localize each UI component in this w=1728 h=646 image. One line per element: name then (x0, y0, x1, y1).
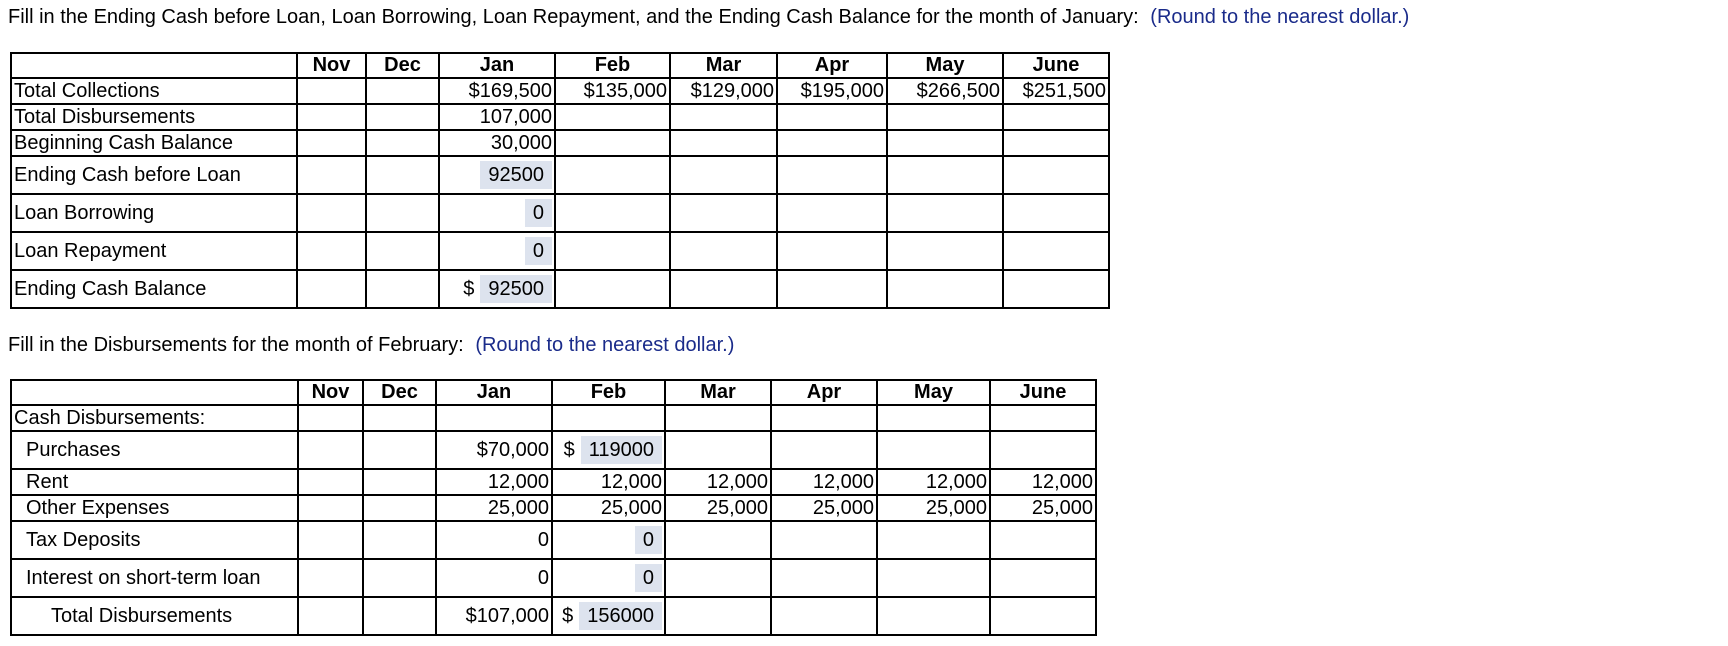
cell-nov (298, 405, 363, 431)
cell-feb (552, 431, 665, 469)
row-label: Purchases (11, 431, 298, 469)
header-june: June (990, 380, 1096, 405)
cell-apr (777, 130, 887, 156)
cell-june (990, 405, 1096, 431)
cell-feb (555, 156, 670, 194)
cell-may (887, 130, 1003, 156)
cell-mar: 25,000 (665, 495, 771, 521)
header-apr: Apr (771, 380, 877, 405)
header-blank (11, 380, 298, 405)
cell-dec (363, 431, 436, 469)
cell-may (887, 156, 1003, 194)
cell-mar: $129,000 (670, 78, 777, 104)
cell-nov (297, 232, 366, 270)
header-may: May (887, 53, 1003, 78)
header-feb: Feb (552, 380, 665, 405)
cell-dec (366, 130, 439, 156)
cell-jan: $169,500 (439, 78, 555, 104)
row-label: Rent (11, 469, 298, 495)
cell-may: 25,000 (877, 495, 990, 521)
cell-jan: 0 (436, 559, 552, 597)
cell-feb (552, 559, 665, 597)
row-total-disbursements (11, 104, 1109, 130)
cell-nov (297, 130, 366, 156)
cell-may (887, 194, 1003, 232)
header-feb: Feb (555, 53, 670, 78)
cell-feb (552, 597, 665, 635)
cell-may (887, 270, 1003, 308)
cell-may (887, 104, 1003, 130)
question-1-prompt (8, 6, 1409, 29)
row-interest (11, 559, 1096, 597)
cell-june: $251,500 (1003, 78, 1109, 104)
row-other-expenses (11, 495, 1096, 521)
cell-mar (670, 104, 777, 130)
ending-before-loan-input[interactable]: 92500 (480, 161, 552, 189)
header-june: June (1003, 53, 1109, 78)
header-row (11, 53, 1109, 78)
cell-jan: 107,000 (439, 104, 555, 130)
cell-apr (771, 597, 877, 635)
cell-jan: $70,000 (436, 431, 552, 469)
cell-apr (777, 270, 887, 308)
cell-nov (297, 104, 366, 130)
cell-mar (670, 156, 777, 194)
disbursements-table (10, 379, 1097, 636)
row-label: Loan Borrowing (11, 194, 297, 232)
cell-nov (298, 469, 363, 495)
cell-dec (366, 104, 439, 130)
cell-may (887, 232, 1003, 270)
cell-june (990, 431, 1096, 469)
cell-dec (363, 405, 436, 431)
row-label: Total Disbursements (11, 104, 297, 130)
cell-may: $266,500 (887, 78, 1003, 104)
row-label: Tax Deposits (11, 521, 298, 559)
cell-may (877, 431, 990, 469)
ending-balance-input[interactable]: 92500 (480, 275, 552, 303)
cell-dec (363, 597, 436, 635)
cell-apr (771, 521, 877, 559)
cell-june (990, 521, 1096, 559)
feb-total-disbursements-input[interactable]: 156000 (579, 602, 662, 630)
cell-feb: 12,000 (552, 469, 665, 495)
cell-nov (298, 559, 363, 597)
row-label: Loan Repayment (11, 232, 297, 270)
row-loan-borrowing (11, 194, 1109, 232)
cell-dec (366, 232, 439, 270)
cell-may: 12,000 (877, 469, 990, 495)
header-mar: Mar (665, 380, 771, 405)
question-1-hint: (Round to the nearest dollar.) (1150, 6, 1410, 28)
row-label: Total Collections (11, 78, 297, 104)
row-tax-deposits (11, 521, 1096, 559)
cell-may (877, 521, 990, 559)
row-ending-before-loan (11, 156, 1109, 194)
cell-mar (670, 194, 777, 232)
cell-apr (771, 405, 877, 431)
cell-dec (366, 270, 439, 308)
cell-jan: 30,000 (439, 130, 555, 156)
row-label: Other Expenses (11, 495, 298, 521)
currency-symbol: $ (562, 605, 574, 627)
cell-dec (363, 521, 436, 559)
header-dec: Dec (363, 380, 436, 405)
cell-dec (363, 469, 436, 495)
header-may: May (877, 380, 990, 405)
cell-nov (298, 597, 363, 635)
row-rent (11, 469, 1096, 495)
cell-dec (363, 559, 436, 597)
cell-apr (777, 194, 887, 232)
feb-interest-input[interactable]: 0 (635, 564, 662, 592)
cell-may (877, 405, 990, 431)
currency-symbol: $ (463, 278, 475, 300)
cell-mar (665, 597, 771, 635)
question-2-prompt (8, 334, 734, 357)
cell-feb: 25,000 (552, 495, 665, 521)
header-jan: Jan (439, 53, 555, 78)
header-blank (11, 53, 297, 78)
cash-budget-table (10, 52, 1110, 309)
row-loan-repayment (11, 232, 1109, 270)
cell-mar (665, 405, 771, 431)
cell-jan: 25,000 (436, 495, 552, 521)
cell-june (1003, 194, 1109, 232)
header-nov: Nov (297, 53, 366, 78)
row-purchases (11, 431, 1096, 469)
cell-june: 12,000 (990, 469, 1096, 495)
cell-jan (439, 194, 555, 232)
cell-mar: 12,000 (665, 469, 771, 495)
row-total-collections (11, 78, 1109, 104)
cell-feb (552, 405, 665, 431)
cell-june (990, 559, 1096, 597)
header-dec: Dec (366, 53, 439, 78)
currency-symbol: $ (563, 439, 575, 461)
cell-mar (665, 521, 771, 559)
cell-apr (771, 559, 877, 597)
cell-june (990, 597, 1096, 635)
cell-apr: $195,000 (777, 78, 887, 104)
question-2-hint: (Round to the nearest dollar.) (475, 334, 735, 356)
header-mar: Mar (670, 53, 777, 78)
cell-june: 25,000 (990, 495, 1096, 521)
cell-nov (298, 495, 363, 521)
cell-mar (670, 270, 777, 308)
header-row (11, 380, 1096, 405)
cell-apr (777, 232, 887, 270)
row-beginning-cash (11, 130, 1109, 156)
header-apr: Apr (777, 53, 887, 78)
cell-dec (366, 156, 439, 194)
cell-dec (366, 194, 439, 232)
cell-mar (670, 232, 777, 270)
cell-feb (555, 270, 670, 308)
row-label: Ending Cash before Loan (11, 156, 297, 194)
cell-june (1003, 232, 1109, 270)
cell-june (1003, 270, 1109, 308)
cell-feb (555, 130, 670, 156)
row-cash-disbursements (11, 405, 1096, 431)
row-label: Total Disbursements (11, 597, 298, 635)
cell-jan: 12,000 (436, 469, 552, 495)
cell-nov (297, 194, 366, 232)
cell-feb (552, 521, 665, 559)
cell-apr: 25,000 (771, 495, 877, 521)
cell-nov (298, 431, 363, 469)
cell-mar (665, 431, 771, 469)
cell-nov (297, 156, 366, 194)
cell-jan (436, 405, 552, 431)
cell-dec (366, 78, 439, 104)
cell-may (877, 559, 990, 597)
header-jan: Jan (436, 380, 552, 405)
cell-apr (777, 104, 887, 130)
cell-apr (777, 156, 887, 194)
cell-feb (555, 194, 670, 232)
feb-tax-deposits-input[interactable]: 0 (635, 526, 662, 554)
header-nov: Nov (298, 380, 363, 405)
cell-jan (439, 232, 555, 270)
cell-mar (665, 559, 771, 597)
cell-feb (555, 232, 670, 270)
cell-june (1003, 156, 1109, 194)
cell-jan: 0 (436, 521, 552, 559)
cell-feb: $135,000 (555, 78, 670, 104)
row-label: Ending Cash Balance (11, 270, 297, 308)
loan-borrowing-input[interactable]: 0 (525, 199, 552, 227)
row-ending-balance (11, 270, 1109, 308)
cell-june (1003, 130, 1109, 156)
cell-jan (439, 270, 555, 308)
cell-apr: 12,000 (771, 469, 877, 495)
cell-nov (298, 521, 363, 559)
row-label: Interest on short-term loan (11, 559, 298, 597)
loan-repayment-input[interactable]: 0 (525, 237, 552, 265)
row-label: Beginning Cash Balance (11, 130, 297, 156)
cell-jan: $107,000 (436, 597, 552, 635)
cell-june (1003, 104, 1109, 130)
question-2-text: Fill in the Disbursements for the month of February: (8, 334, 464, 356)
cell-dec (363, 495, 436, 521)
cell-mar (670, 130, 777, 156)
cell-nov (297, 270, 366, 308)
cell-feb (555, 104, 670, 130)
row-total-disbursements (11, 597, 1096, 635)
cell-jan (439, 156, 555, 194)
cell-apr (771, 431, 877, 469)
cell-nov (297, 78, 366, 104)
question-1-text: Fill in the Ending Cash before Loan, Loan Borrowing, Loan Repayment, and the Ending Cash Balance for the month of January: (8, 6, 1139, 28)
row-label: Cash Disbursements: (11, 405, 298, 431)
cell-may (877, 597, 990, 635)
feb-purchases-input[interactable]: 119000 (581, 436, 662, 464)
